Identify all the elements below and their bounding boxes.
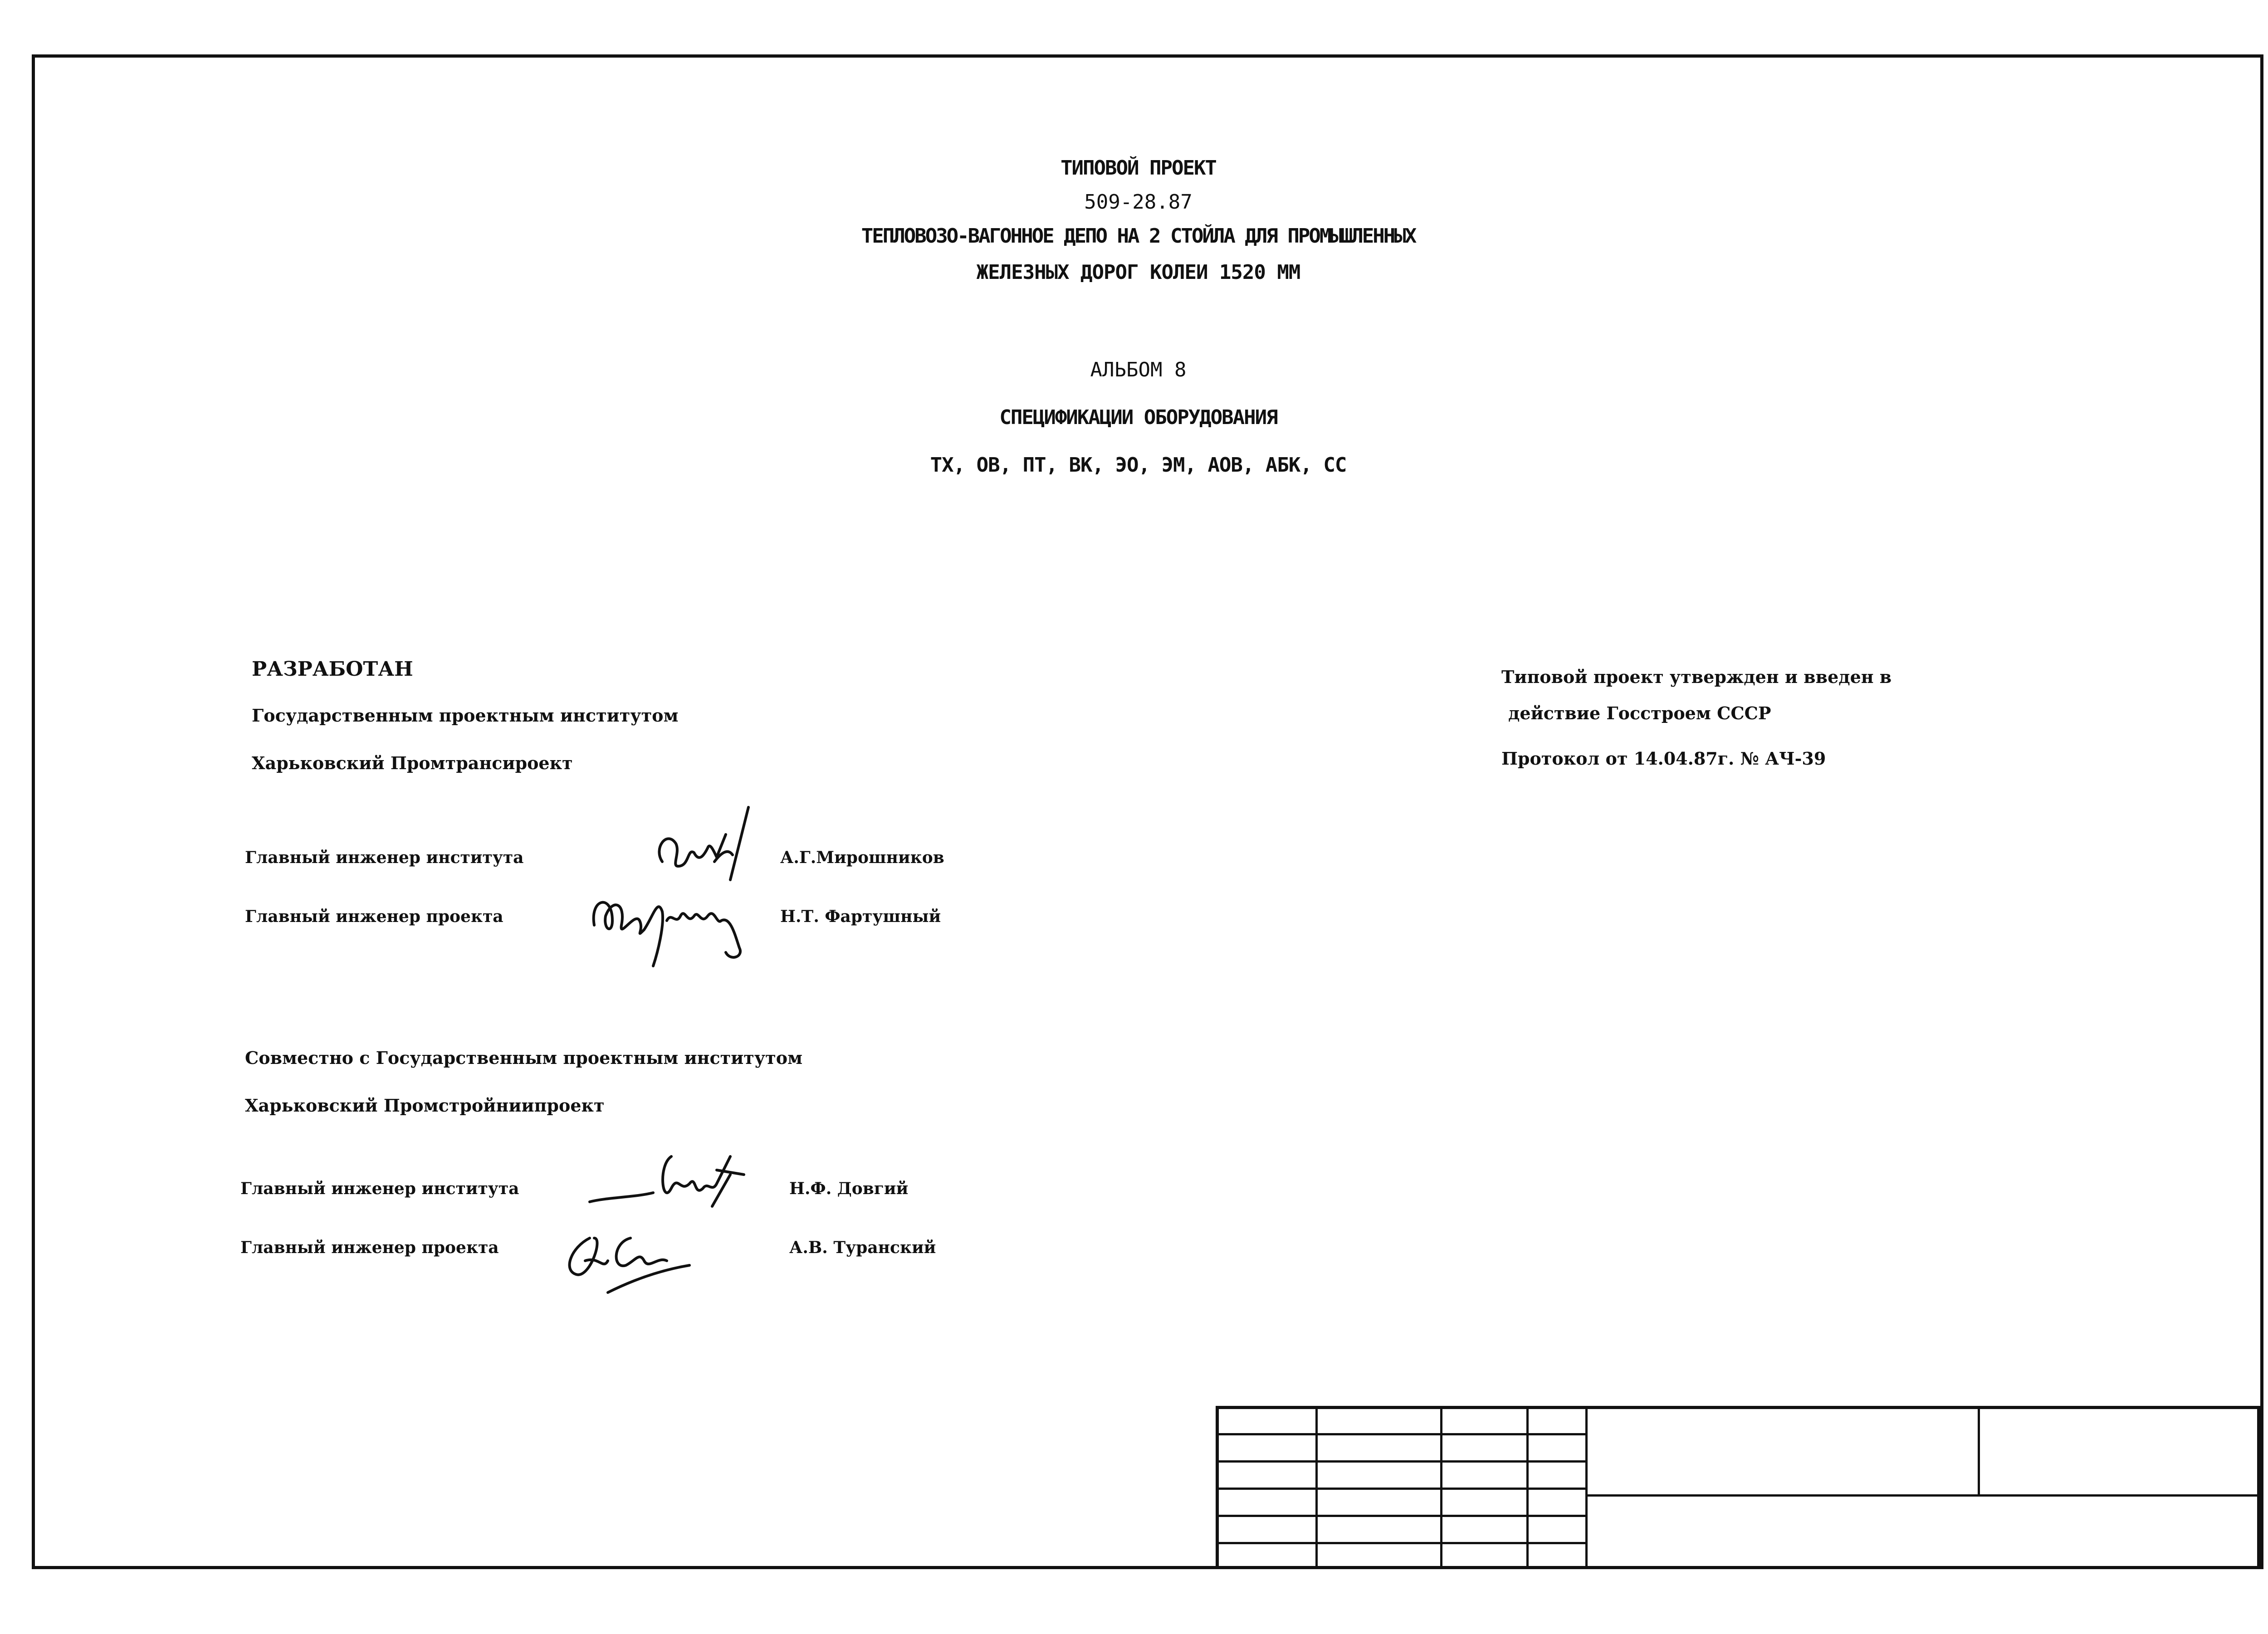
stamp-divider <box>1216 1433 1585 1435</box>
signatory-name: А.Г.Мирошников <box>780 848 944 867</box>
handwritten-signature-3 <box>581 1138 762 1215</box>
approval-line1: Типовой проект утвержден и введен в <box>1501 667 1892 687</box>
handwritten-signature-4 <box>553 1211 717 1302</box>
section-codes: ТХ, ОВ, ПТ, ВК, ЭО, ЭМ, АОВ, АБК, СС <box>930 454 1347 477</box>
developer-org-line2: Харьковский Промтрансироект <box>252 753 573 773</box>
project-title-line1: ТЕПЛОВОЗО-ВАГОННОЕ ДЕПО НА 2 СТОЙЛА ДЛЯ ПРОМЫШЛЕННЫХ <box>861 224 1416 248</box>
stamp-divider <box>1585 1406 1588 1568</box>
signatory-role: Главный инженер института <box>245 848 524 867</box>
handwritten-signature-2 <box>585 871 776 975</box>
developer-heading: РАЗРАБОТАН <box>252 658 413 681</box>
co-developer-line1: Совместно с Государственным проектным институтом <box>245 1048 803 1068</box>
signatory-name: Н.Т. Фартушный <box>780 907 941 926</box>
signatory-name: Н.Ф. Довгий <box>789 1179 909 1198</box>
signatory-role: Главный инженер института <box>240 1179 519 1198</box>
project-number: 509-28.87 <box>1084 190 1193 214</box>
project-type-title: ТИПОВОЙ ПРОЕКТ <box>1061 156 1216 180</box>
album-subject: СПЕЦИФИКАЦИИ ОБОРУДОВАНИЯ <box>999 406 1277 429</box>
signatory-name: А.В. Туранский <box>789 1238 936 1257</box>
stamp-divider <box>1216 1488 1585 1490</box>
approval-line2: действие Госстроем СССР <box>1508 703 1771 723</box>
co-developer-line2: Харьковский Промстройниипроект <box>245 1095 605 1116</box>
signatory-role: Главный инженер проекта <box>245 907 503 926</box>
stamp-divider <box>1585 1494 2260 1497</box>
developer-org-line1: Государственным проектным институтом <box>252 705 679 726</box>
stamp-divider <box>1978 1406 1980 1497</box>
stamp-divider <box>1216 1515 1585 1517</box>
project-title-line2: ЖЕЛЕЗНЫХ ДОРОГ КОЛЕИ 1520 ММ <box>976 261 1300 284</box>
stamp-divider <box>1216 1542 1585 1544</box>
album-number: АЛЬБОМ 8 <box>1090 358 1187 381</box>
approval-line3: Протокол от 14.04.87г. № АЧ-39 <box>1501 748 1826 769</box>
stamp-divider <box>1216 1460 1585 1463</box>
signatory-role: Главный инженер проекта <box>240 1238 499 1257</box>
